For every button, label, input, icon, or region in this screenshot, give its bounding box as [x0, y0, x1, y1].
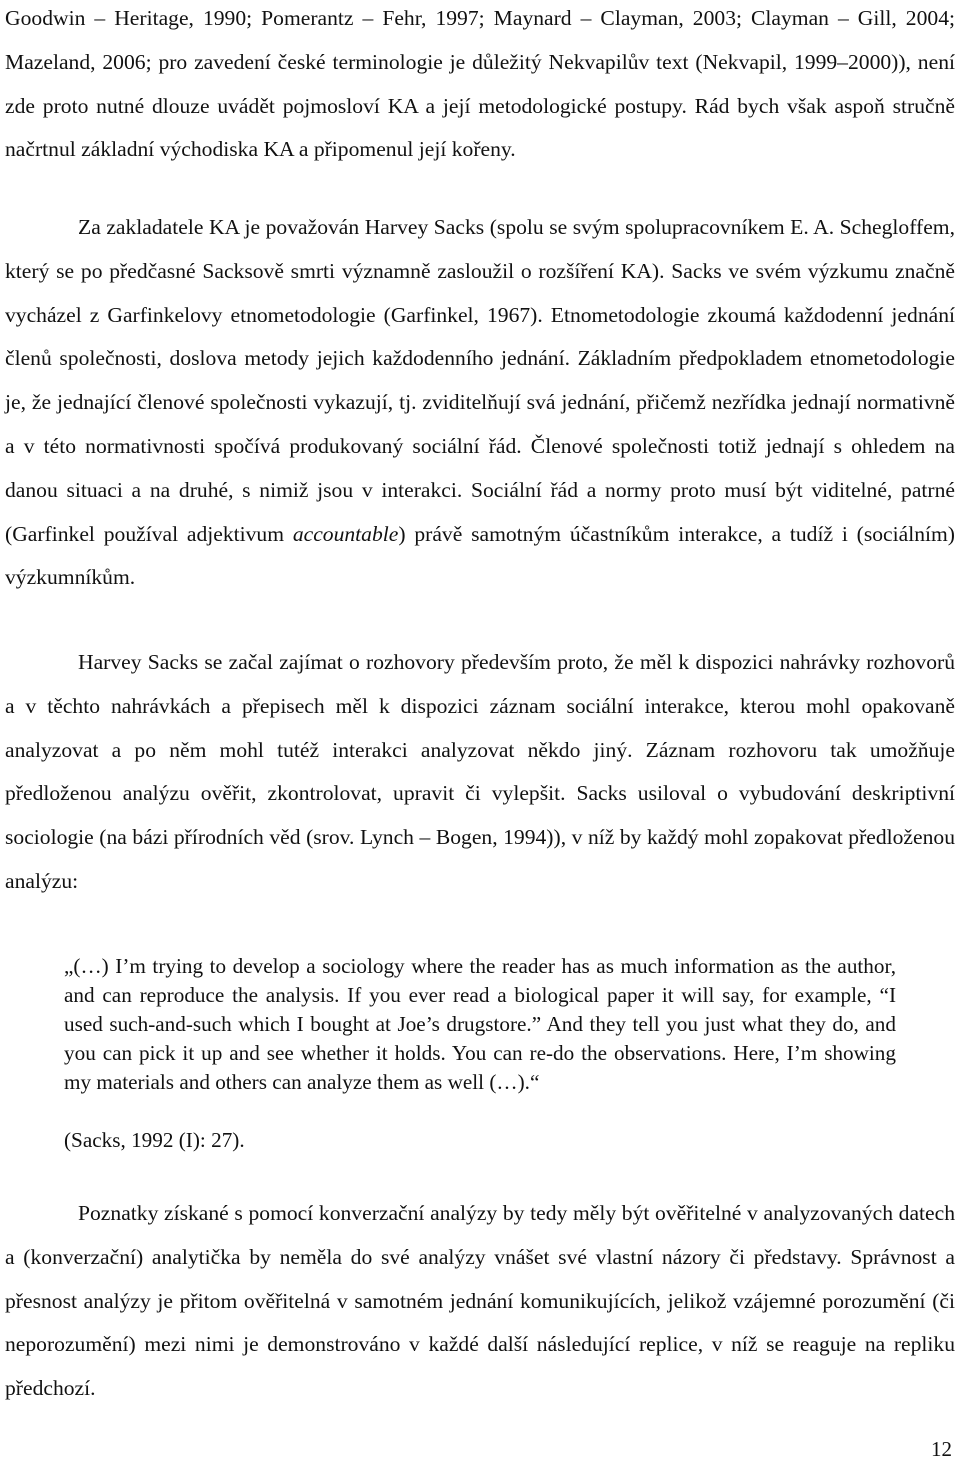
page-number: 12 — [931, 1437, 952, 1461]
paragraph-sacks-recordings: Harvey Sacks se začal zajímat o rozhovory především proto, že měl k dispozici nahrávky rozhovorů a v těchto nahrávkách a přepisech měl k dispozici záznam sociální interakce, kterou mohl opakovaně analyzovat a po něm mohl tutéž interakci analyzovat někdo jiný. Záznam rozhovoru tak umožňuje předloženou analýzu ověřit, zkontrolovat, upravit či vylepšit. Sacks usiloval o vybudování deskriptivní sociologie (na bázi přírodních věd (srov. Lynch – Bogen, 1994)), v níž by každý mohl zopakovat předloženou analýzu: — [5, 650, 955, 893]
paragraph-founders-text: Za zakladatele KA je považován Harvey Sacks (spolu se svým spolupracovníkem E. A. Schegloffem, který se po předčasné Sacksově smrti významně zasloužil o rozšíření KA). Sacks ve svém výzkumu značně vycházel z Garfinkelovy etnometodologie (Garfinkel, 1967). Etnometodologie zkoumá každodenní jednání členů společnosti, doslova metody jejich každodenního jednání. Základním předpokladem etnometodologie je, že jednající členové společnosti vykazují, tj. zviditelňují svá jednání, přičemž nezřídka jednají normativně a v této normativnosti spočívá produkovaný sociální řád. Členové společnosti totiž jednají s ohledem na danou situaci a na druhé, s nimiž jsou v interakci. Sociální řád a normy proto musí být viditelné, patrné (Garfinkel používal adjektivum — [5, 215, 955, 546]
quote-citation: (Sacks, 1992 (I): 27). — [64, 1128, 245, 1152]
paragraph-founders-tail: ) právě samotným účastníkům interakce, a tudíž i (sociálním) výzkumníkům. — [5, 521, 955, 590]
paragraph-verifiability: Poznatky získané s pomocí konverzační analýzy by tedy měly být ověřitelné v analyzovaných datech a (konverzační) analytička by neměla do své analýzy vnášet své vlastní názory či představy. Správnost a přesnost analýzy je přitom ověřitelná v samotném jednání komunikujících, jelikož vzájemné porozumění (či neporozumění) mezi nimi je demonstrováno v každé další následující replice, v níž se reaguje na repliku předchozí. — [5, 1201, 955, 1401]
italic-term-accountable: accountable — [292, 521, 399, 546]
block-quote: „(…) I’m trying to develop a sociology where the reader has as much information as the author, and can reproduce the analysis. If you ever read a biological paper it will say, for example, “I used such-and-such which I bought at Joe’s drugstore.” And they tell you just what they do, and you can pick it up and see whether it holds. You can re-do the observations. Here, I’m showing my materials and others can analyze them as well (…).“ — [64, 954, 896, 1094]
paragraph-intro: Goodwin – Heritage, 1990; Pomerantz – Fehr, 1997; Maynard – Clayman, 2003; Clayman – Gill, 2004; Mazeland, 2006; pro zavedení české terminologie je důležitý Nekvapilův text (Nekvapil, 1999–2000)), není zde proto nutné dlouze uvádět pojmosloví KA a její metodologické postupy. Rád bych však aspoň stručně načrtnul základní východiska KA a připomenul její kořeny. — [5, 6, 955, 162]
paragraph-founders — [5, 206, 955, 600]
